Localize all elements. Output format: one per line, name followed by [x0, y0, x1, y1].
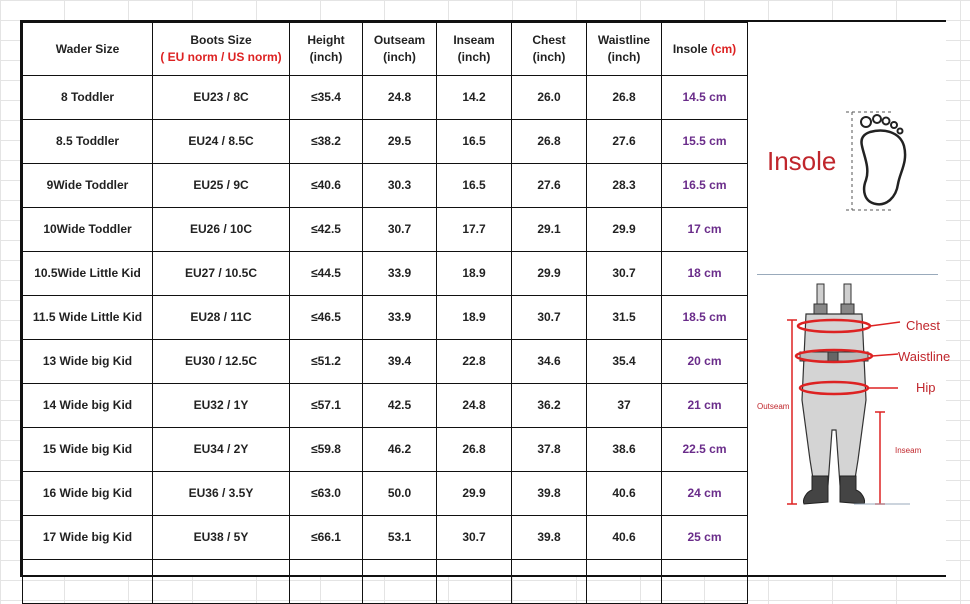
chest-cell: 29.9 [512, 252, 587, 296]
inseam-cell: 30.7 [437, 516, 512, 560]
inseam-cell: 17.7 [437, 208, 512, 252]
waistline-cell: 38.6 [587, 428, 662, 472]
size-table [22, 22, 748, 604]
size-table-body [23, 76, 748, 604]
inseam-cell: 22.8 [437, 340, 512, 384]
inseam-cell: 29.9 [437, 472, 512, 516]
table-row [23, 164, 748, 208]
inseam-unit: (inch) [457, 50, 491, 64]
chest-cell: 27.6 [512, 164, 587, 208]
chest-cell: 29.1 [512, 208, 587, 252]
header-height [290, 23, 363, 76]
wader-size-cell: 11.5 Wide Little Kid [23, 296, 153, 340]
waistline-cell: 26.8 [587, 76, 662, 120]
wader-size-cell: 17 Wide big Kid [23, 516, 153, 560]
outseam-cell: 39.4 [363, 340, 437, 384]
waistline-cell: 31.5 [587, 296, 662, 340]
boots-size-norm: ( EU norm / US norm) [160, 50, 282, 64]
waistline-cell: 40.6 [587, 472, 662, 516]
wader-size-cell: 8 Toddler [23, 76, 153, 120]
boots-size-cell: EU30 / 12.5C [153, 340, 290, 384]
header-wader-size: Wader Size [23, 23, 153, 76]
blank-cell [512, 560, 587, 604]
inseam-cell: 16.5 [437, 120, 512, 164]
height-unit: (inch) [309, 50, 343, 64]
boots-size-cell: EU36 / 3.5Y [153, 472, 290, 516]
section-divider [757, 274, 938, 275]
boots-size-cell: EU38 / 5Y [153, 516, 290, 560]
chest-unit: (inch) [532, 50, 566, 64]
table-row [23, 340, 748, 384]
boots-size-cell: EU24 / 8.5C [153, 120, 290, 164]
wader-size-cell: 8.5 Toddler [23, 120, 153, 164]
chest-cell: 39.8 [512, 516, 587, 560]
blank-cell [587, 560, 662, 604]
blank-row [23, 560, 748, 604]
insole-cell: 17 cm [662, 208, 748, 252]
inseam-side-label: Inseam [895, 446, 922, 455]
boots-size-cell: EU23 / 8C [153, 76, 290, 120]
inseam-cell: 18.9 [437, 252, 512, 296]
insole-cell: 14.5 cm [662, 76, 748, 120]
header-outseam [363, 23, 437, 76]
insole-cell: 18.5 cm [662, 296, 748, 340]
blank-cell [290, 560, 363, 604]
header-chest [512, 23, 587, 76]
waistline-label: Waistline [898, 349, 951, 364]
height-cell: ≤35.4 [290, 76, 363, 120]
height-cell: ≤63.0 [290, 472, 363, 516]
boots-size-label: Boots Size [190, 33, 252, 47]
waistline-cell: 37 [587, 384, 662, 428]
header-boots-size [153, 23, 290, 76]
insole-unit: (cm) [710, 41, 737, 56]
boots-size-cell: EU32 / 1Y [153, 384, 290, 428]
wader-size-cell: 10.5Wide Little Kid [23, 252, 153, 296]
outseam-cell: 24.8 [363, 76, 437, 120]
table-row [23, 208, 748, 252]
wader-size-cell: 13 Wide big Kid [23, 340, 153, 384]
insole-cell: 21 cm [662, 384, 748, 428]
header-row [23, 23, 748, 76]
height-cell: ≤59.8 [290, 428, 363, 472]
boots-size-cell: EU26 / 10C [153, 208, 290, 252]
waistline-cell: 29.9 [587, 208, 662, 252]
waistline-label: Waistline [597, 33, 651, 47]
height-cell: ≤57.1 [290, 384, 363, 428]
insole-cell: 22.5 cm [662, 428, 748, 472]
footprint-icon [834, 110, 924, 214]
chest-label: Chest [532, 33, 566, 47]
waistline-cell: 35.4 [587, 340, 662, 384]
outseam-side-label: Outseam [757, 402, 790, 411]
outseam-cell: 53.1 [363, 516, 437, 560]
blank-cell [662, 560, 748, 604]
table-row [23, 384, 748, 428]
boots-size-cell: EU25 / 9C [153, 164, 290, 208]
wader-size-cell: 9Wide Toddler [23, 164, 153, 208]
waistline-cell: 28.3 [587, 164, 662, 208]
wader-size-cell: 14 Wide big Kid [23, 384, 153, 428]
waistline-cell: 27.6 [587, 120, 662, 164]
chest-cell: 34.6 [512, 340, 587, 384]
outseam-cell: 42.5 [363, 384, 437, 428]
height-cell: ≤38.2 [290, 120, 363, 164]
boots-size-cell: EU34 / 2Y [153, 428, 290, 472]
header-insole [662, 23, 748, 76]
boots-size-cell: EU27 / 10.5C [153, 252, 290, 296]
boots-size-cell: EU28 / 11C [153, 296, 290, 340]
chest-cell: 26.8 [512, 120, 587, 164]
height-cell: ≤44.5 [290, 252, 363, 296]
height-cell: ≤42.5 [290, 208, 363, 252]
hip-label: Hip [916, 380, 936, 395]
outseam-cell: 33.9 [363, 252, 437, 296]
insole-cell: 18 cm [662, 252, 748, 296]
header-inseam [437, 23, 512, 76]
wader-icon [774, 280, 934, 512]
insole-cell: 25 cm [662, 516, 748, 560]
insole-word: Insole [767, 146, 837, 176]
chest-cell: 39.8 [512, 472, 587, 516]
table-row [23, 76, 748, 120]
table-row [23, 120, 748, 164]
chest-cell: 30.7 [512, 296, 587, 340]
inseam-cell: 16.5 [437, 164, 512, 208]
outseam-cell: 30.3 [363, 164, 437, 208]
insole-cell: 20 cm [662, 340, 748, 384]
height-cell: ≤40.6 [290, 164, 363, 208]
table-row [23, 516, 748, 560]
inseam-label: Inseam [453, 33, 495, 47]
blank-cell [23, 560, 153, 604]
table-row [23, 472, 748, 516]
inseam-cell: 14.2 [437, 76, 512, 120]
table-row [23, 296, 748, 340]
wader-size-cell: 16 Wide big Kid [23, 472, 153, 516]
inseam-cell: 26.8 [437, 428, 512, 472]
measurement-illustration [749, 22, 951, 575]
header-waistline [587, 23, 662, 76]
height-cell: ≤66.1 [290, 516, 363, 560]
blank-cell [153, 560, 290, 604]
table-row [23, 252, 748, 296]
insole-cell: 16.5 cm [662, 164, 748, 208]
outseam-cell: 29.5 [363, 120, 437, 164]
waistline-cell: 40.6 [587, 516, 662, 560]
insole-cell: 15.5 cm [662, 120, 748, 164]
chest-label: Chest [906, 318, 940, 333]
chest-cell: 36.2 [512, 384, 587, 428]
insole-cell: 24 cm [662, 472, 748, 516]
wader-size-cell: 15 Wide big Kid [23, 428, 153, 472]
chest-cell: 37.8 [512, 428, 587, 472]
height-label: Height [307, 33, 345, 47]
blank-cell [437, 560, 512, 604]
outseam-unit: (inch) [383, 50, 416, 64]
outseam-cell: 33.9 [363, 296, 437, 340]
wader-size-cell: 10Wide Toddler [23, 208, 153, 252]
chest-cell: 26.0 [512, 76, 587, 120]
inseam-cell: 18.9 [437, 296, 512, 340]
outseam-cell: 50.0 [363, 472, 437, 516]
blank-cell [363, 560, 437, 604]
waistline-unit: (inch) [607, 50, 641, 64]
height-cell: ≤46.5 [290, 296, 363, 340]
waistline-cell: 30.7 [587, 252, 662, 296]
inseam-cell: 24.8 [437, 384, 512, 428]
outseam-cell: 30.7 [363, 208, 437, 252]
size-chart [20, 20, 951, 577]
height-cell: ≤51.2 [290, 340, 363, 384]
outseam-cell: 46.2 [363, 428, 437, 472]
insole-label: Insole [672, 41, 708, 56]
table-row [23, 428, 748, 472]
outseam-label: Outseam [373, 33, 426, 47]
